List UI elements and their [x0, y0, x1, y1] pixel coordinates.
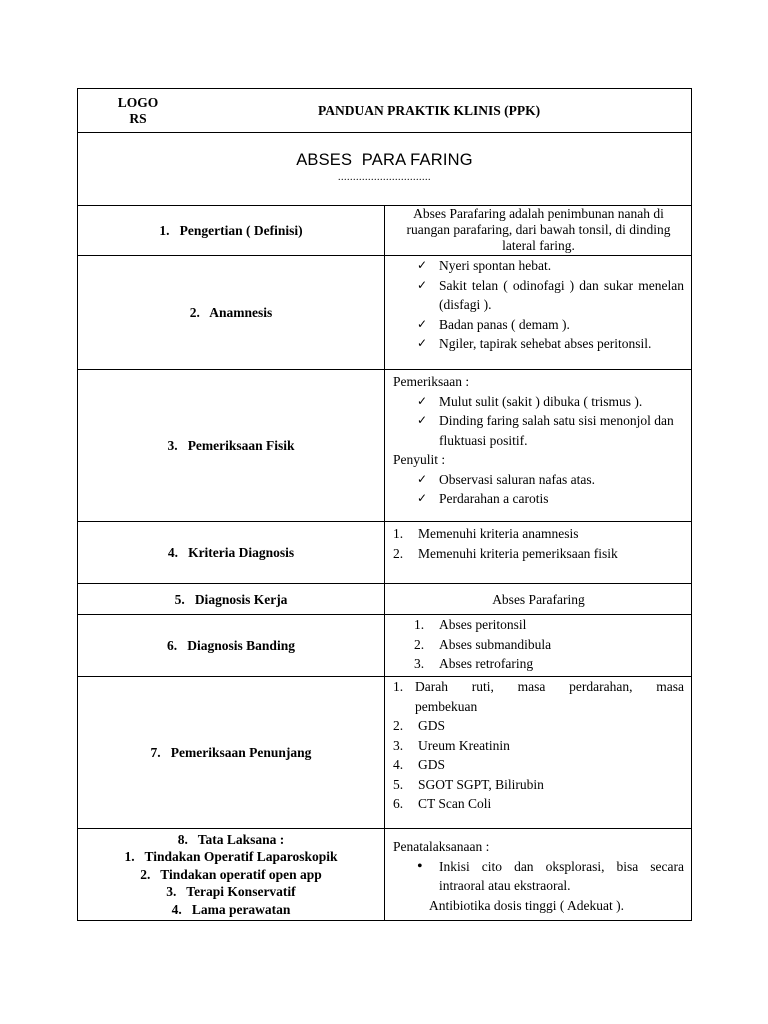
section-pengertian: [77, 205, 692, 256]
treatment-content: [385, 829, 691, 920]
item-number: 3.: [393, 737, 404, 753]
trailing-line: Antibiotika dosis tinggi ( Adekuat ).: [429, 897, 624, 913]
supporting-exam-list: [385, 677, 691, 829]
item-text: Darah ruti, masa perdarahan, masa pembekuan: [415, 679, 684, 714]
header-row: [77, 88, 692, 133]
label-line: 8. Tata Laksana :: [177, 831, 285, 847]
subheading-pemeriksaan: Pemeriksaan :: [393, 374, 470, 389]
item-text: Abses submandibula: [439, 636, 552, 652]
anamnesis-list: [385, 256, 691, 370]
checklist-item: ✓ Observasi saluran nafas atas.: [393, 470, 684, 490]
numbered-item: [393, 544, 684, 564]
differential-list: [385, 615, 691, 677]
numbered-item: [393, 635, 684, 655]
checklist-item: ✓ Mulut sulit (sakit ) dibuka ( trismus ).: [393, 392, 684, 412]
item-text: Abses peritonsil: [439, 617, 527, 632]
numbered-item: [393, 755, 684, 775]
item-number: 1.: [393, 526, 404, 541]
item-number: 2.: [393, 545, 404, 561]
section-label: 4. Kriteria Diagnosis: [78, 522, 385, 584]
section-label: 6. Diagnosis Banding: [78, 615, 385, 677]
section-label: 2. Anamnesis: [78, 256, 385, 370]
checklist-item: ✓ Sakit telan ( odinofagi ) dan sukar menelan (disfagi ).: [393, 276, 684, 315]
section-pemeriksaan-penunjang: [77, 676, 692, 829]
item-number: 4.: [393, 757, 404, 772]
numbered-item: [393, 615, 684, 635]
numbered-item: [393, 794, 684, 814]
subheading-penyulit: Penyulit :: [393, 452, 446, 467]
section-label: [78, 829, 385, 920]
numbered-item: [393, 524, 684, 544]
physical-exam-list: [385, 370, 691, 522]
bullet-item: • Inkisi cito dan oksplorasi, bisa secara intraoral atau ekstraoral.: [393, 857, 684, 896]
section-label: 7. Pemeriksaan Penunjang: [78, 677, 385, 829]
section-pemeriksaan-fisik: [77, 369, 692, 522]
numbered-item: [393, 736, 684, 756]
item-text: GDS: [418, 757, 446, 772]
item-text: CT Scan Coli: [418, 796, 492, 811]
title-row: [77, 132, 692, 206]
checklist-item: ✓ Perdarahan a carotis: [393, 489, 684, 509]
criteria-list: [385, 522, 691, 584]
section-tata-laksana: [77, 828, 692, 921]
label-line: 2. Tindakan operatif open app: [140, 866, 322, 882]
label-line: 3. Terapi Konservatif: [166, 884, 296, 900]
item-text: Memenuhi kriteria pemeriksaan fisik: [418, 545, 618, 561]
label-line: 4. Lama perawatan: [171, 901, 291, 917]
definition-text: Abses Parafaring adalah penimbunan nanah di ruangan parafaring, dari bawah tonsil, di dinding lateral faring.: [406, 206, 671, 253]
logo-placeholder: [98, 95, 178, 127]
logo-line-1: LOGO: [117, 95, 159, 110]
item-number: 6.: [393, 796, 404, 811]
item-number: 1.: [393, 679, 404, 694]
disease-title: ABSES PARA FARING: [296, 151, 473, 169]
item-text: Memenuhi kriteria anamnesis: [418, 526, 579, 541]
numbered-item: [393, 654, 684, 674]
item-text: GDS: [418, 718, 446, 733]
section-diagnosis-kerja: [77, 583, 692, 615]
item-number: 2.: [393, 718, 404, 733]
item-text: SGOT SGPT, Bilirubin: [418, 776, 544, 792]
section-label: 1. Pengertian ( Definisi): [78, 206, 385, 256]
logo-line-2: RS: [129, 111, 147, 126]
working-diagnosis: Abses Parafaring: [492, 591, 585, 607]
section-label: 5. Diagnosis Kerja: [78, 584, 385, 615]
checklist-item: ✓ Ngiler, tapirak sehebat abses peritonsil.: [393, 334, 684, 354]
label-line: 1. Tindakan Operatif Laparoskopik: [124, 849, 338, 865]
section-anamnesis: [77, 255, 692, 370]
item-number: 3.: [414, 656, 425, 671]
item-text: Ureum Kreatinin: [418, 737, 510, 753]
title-dots: ...............................: [338, 172, 431, 183]
section-label: 3. Pemeriksaan Fisik: [78, 370, 385, 522]
numbered-item: [393, 716, 684, 736]
checklist-item: ✓ Dinding faring salah satu sisi menonjol dan fluktuasi positif.: [393, 411, 684, 450]
document-title: PANDUAN PRAKTIK KLINIS (PPK): [318, 103, 541, 118]
checklist-item: ✓ Badan panas ( demam ).: [393, 315, 684, 335]
item-text: Abses retrofaring: [439, 656, 534, 671]
numbered-item: [393, 775, 684, 795]
checklist-item: ✓ Nyeri spontan hebat.: [393, 256, 684, 276]
section-diagnosis-banding: [77, 614, 692, 677]
section-kriteria-diagnosis: [77, 521, 692, 584]
item-number: 5.: [393, 776, 404, 792]
subheading-penatalaksanaan: Penatalaksanaan :: [393, 839, 490, 854]
item-number: 1.: [414, 617, 425, 632]
item-number: 2.: [414, 636, 425, 652]
numbered-item: [393, 677, 684, 716]
